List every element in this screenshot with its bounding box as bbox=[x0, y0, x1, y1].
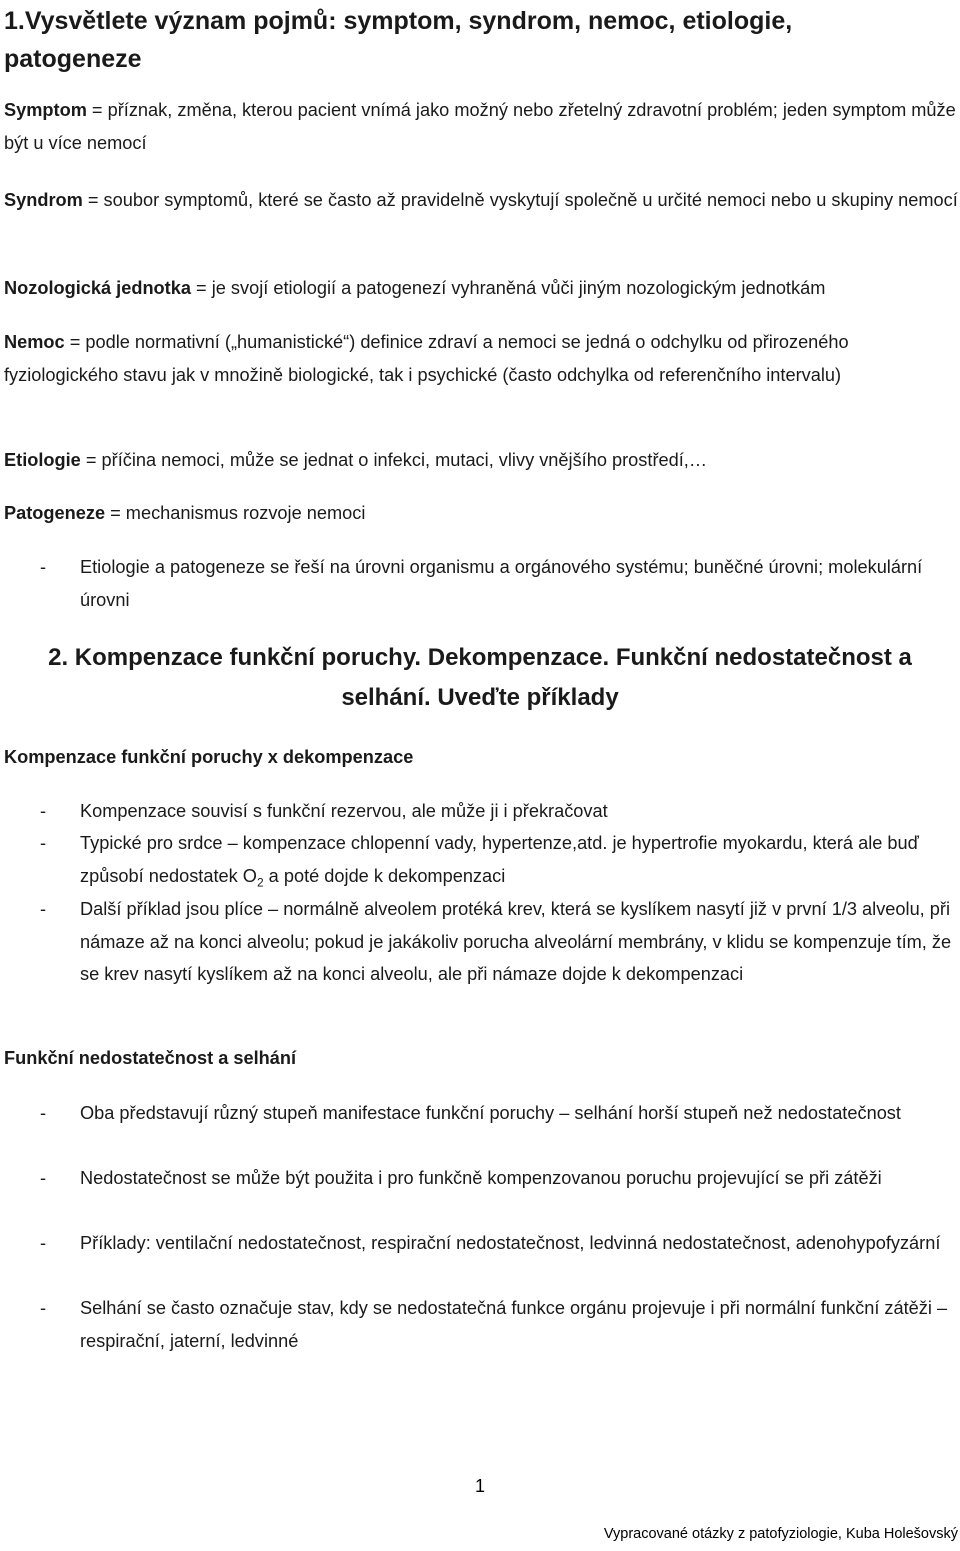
bullet-dash: - bbox=[40, 801, 47, 821]
bullet-dash: - bbox=[40, 1233, 47, 1253]
bullet-dash: - bbox=[40, 557, 47, 577]
term-label: Etiologie bbox=[4, 450, 81, 470]
bullet-dash: - bbox=[40, 833, 47, 853]
term-label: Symptom bbox=[4, 100, 87, 120]
term-definition: = je svojí etiologií a patogenezí vyhraněná vůči jiným nozologickým jednotkám bbox=[190, 278, 826, 298]
question-2-title-line-2: selhání. Uveďte příklady bbox=[341, 684, 619, 711]
list-item-text: Etiologie a patogeneze se řeší na úrovni organismu a orgánového systému; buněčné úrovni; molekulární úrovni bbox=[80, 557, 923, 610]
term-label: Nozologická jednotka bbox=[4, 278, 191, 298]
section-heading-kompenzace: Kompenzace funkční poruchy x dekompenzace bbox=[4, 747, 414, 767]
list-item bbox=[4, 827, 959, 893]
list-item-text: Nedostatečnost se může být použita i pro funkčně kompenzovanou poruchu projevující se při zátěži bbox=[80, 1168, 882, 1188]
page-footer: Vypracované otázky z patofyziologie, Kuba Holešovský bbox=[603, 1526, 958, 1542]
term-label: Syndrom bbox=[4, 190, 83, 210]
term-label: Nemoc bbox=[4, 332, 65, 352]
term-definition: = příznak, změna, kterou pacient vnímá jako možný nebo zřetelný zdravotní problém; jeden symptom může být u více nemocí bbox=[4, 100, 956, 153]
list-item-text-tail: a poté dojde k dekompenzaci bbox=[263, 865, 506, 886]
list-item bbox=[4, 1227, 959, 1293]
bullet-dash: - bbox=[40, 899, 47, 919]
term-nozologicka-jednotka bbox=[4, 272, 959, 305]
list-item bbox=[4, 1292, 959, 1358]
bullet-dash: - bbox=[40, 1168, 47, 1188]
term-definition: = mechanismus rozvoje nemoci bbox=[105, 503, 366, 523]
term-nemoc bbox=[4, 326, 959, 391]
term-definition: = soubor symptomů, které se často až pravidelně vyskytují společně u určité nemoci nebo u skupiny nemocí bbox=[82, 190, 958, 210]
term-definition: = podle normativní („humanistické“) definice zdraví a nemoci se jedná o odchylku od přirozeného fyziologického stavu jak v množině biologické, tak i psychické (často odchylka od referenčního intervalu) bbox=[4, 332, 849, 385]
list-item bbox=[4, 795, 959, 828]
list-item-text: Kompenzace souvisí s funkční rezervou, ale může ji i překračovat bbox=[80, 801, 608, 821]
list-item bbox=[4, 1097, 959, 1163]
term-syndrom bbox=[4, 184, 959, 217]
list-item-text: Další příklad jsou plíce – normálně alveolem protéká krev, která se kyslíkem nasytí již v první 1/3 alveolu, při námaze až na konci alveolu; pokud je jakákoliv porucha alveolární membrány, v klidu se kompenzuje tím, že se krev nasytí kyslíkem až na konci alveolu, ale při námaze dojde k dekompenzaci bbox=[80, 899, 952, 984]
bullet-dash: - bbox=[40, 1298, 47, 1318]
list-item bbox=[4, 893, 959, 1023]
list-item-text: Příklady: ventilační nedostatečnost, respirační nedostatečnost, ledvinná nedostatečnost, adenohypofyzární bbox=[80, 1233, 941, 1253]
term-etiologie bbox=[4, 444, 959, 477]
question-1-title: 1.Vysvětlete význam pojmů: symptom, syndrom, nemoc, etiologie, patogeneze bbox=[4, 7, 793, 73]
term-patogeneze bbox=[4, 497, 959, 530]
list-item-text: Selhání se často označuje stav, kdy se nedostatečná funkce orgánu projevuje i při normální funkční zátěži – respirační, jaterní, ledvinné bbox=[80, 1298, 948, 1351]
question-2-title bbox=[0, 638, 960, 718]
page-number: 1 bbox=[474, 1476, 485, 1496]
term-label: Patogeneze bbox=[4, 503, 106, 523]
list-item bbox=[4, 1162, 959, 1228]
list-item-text: Oba představují různý stupeň manifestace funkční poruchy – selhání horší stupeň než nedostatečnost bbox=[80, 1103, 901, 1123]
question-2-title-line-1: 2. Kompenzace funkční poruchy. Dekompenzace. Funkční nedostatečnost a bbox=[48, 644, 912, 671]
list-item-text-main: Typické pro srdce – kompenzace chlopenní vady, hypertenze,atd. je hypertrofie myokardu, která ale buď způsobí nedostatek O bbox=[80, 833, 919, 886]
o2-subscript: 2 bbox=[256, 875, 264, 890]
term-symptom bbox=[4, 94, 959, 159]
section-heading-nedostatecnost: Funkční nedostatečnost a selhání bbox=[4, 1048, 297, 1068]
list-item-text bbox=[80, 827, 960, 899]
bullet-dash: - bbox=[40, 1103, 47, 1123]
list-item bbox=[4, 551, 959, 617]
term-definition: = příčina nemoci, může se jednat o infekci, mutaci, vlivy vnějšího prostředí,… bbox=[80, 450, 708, 470]
